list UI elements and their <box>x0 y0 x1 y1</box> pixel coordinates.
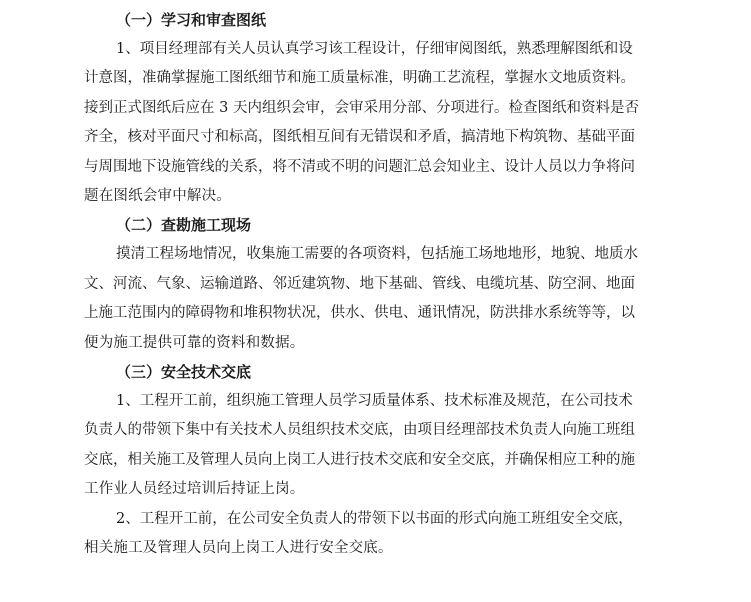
paragraph-2-1 <box>84 240 696 358</box>
text-line: 题在图纸会审中解决。 <box>84 188 231 205</box>
text-line: 与周围地下设施管线的关系，将不清或不明的问题汇总会知业主、设计人员以力争将问 <box>84 158 635 175</box>
text-line: 摸清工程场地情况，收集施工需要的各项资料，包括施工场地地形，地貌、地质水 <box>116 246 638 263</box>
text-line: 2、工程开工前，在公司安全负责人的带领下以书面的形式向施工班组安全交底， <box>116 510 633 527</box>
paragraph-3-2 <box>84 505 696 564</box>
text-line: 接到正式图纸后应在 3 天内组织会审，会审采用分部、分项进行。检查图纸和资料是否 <box>84 99 639 116</box>
text-line: 负责人的带领下集中有关技术人员组织技术交底，由项目经理部技术负责人向施工班组 <box>84 422 635 439</box>
section-heading-3: （三）安全技术交底 <box>116 363 252 382</box>
text-line: 1、项目经理部有关人员认真学习该工程设计，仔细审阅图纸，熟悉理解图纸和设 <box>116 41 633 57</box>
text-line: 计意图，准确掌握施工图纸细节和施工质量标准，明确工艺流程，掌握水文地质资料。 <box>84 70 635 87</box>
paragraph-1-1 <box>84 35 696 211</box>
text-line: 上施工范围内的障碍物和堆积物状况，供水、供电、通讯情况，防洪排水系统等等，以 <box>84 305 635 322</box>
text-line: 交底，相关施工及管理人员向上岗工人进行技术交底和安全交底，并确保相应工种的施 <box>84 451 635 468</box>
section-heading-2: （二）查勘施工现场 <box>116 216 252 235</box>
text-line: 文、河流、气象、运输道路、邻近建筑物、地下基础、管线、电缆坑基、防空洞、地面 <box>84 275 635 292</box>
document-body <box>84 6 696 564</box>
text-line: 相关施工及管理人员向上岗工人进行安全交底。 <box>84 540 393 557</box>
section-heading-1: （一）学习和审查图纸 <box>116 11 267 29</box>
text-line: 齐全，核对平面尺寸和标高，图纸相互间有无错误和矛盾，搞清地下构筑物、基础平面 <box>84 129 635 146</box>
text-line: 工作业人员经过培训后持证上岗。 <box>84 481 305 498</box>
paragraph-3-1 <box>84 387 696 505</box>
text-line: 便为施工提供可靠的资料和数据。 <box>84 334 305 351</box>
text-line: 1、工程开工前，组织施工管理人员学习质量体系、技术标准及规范，在公司技术 <box>116 393 633 410</box>
